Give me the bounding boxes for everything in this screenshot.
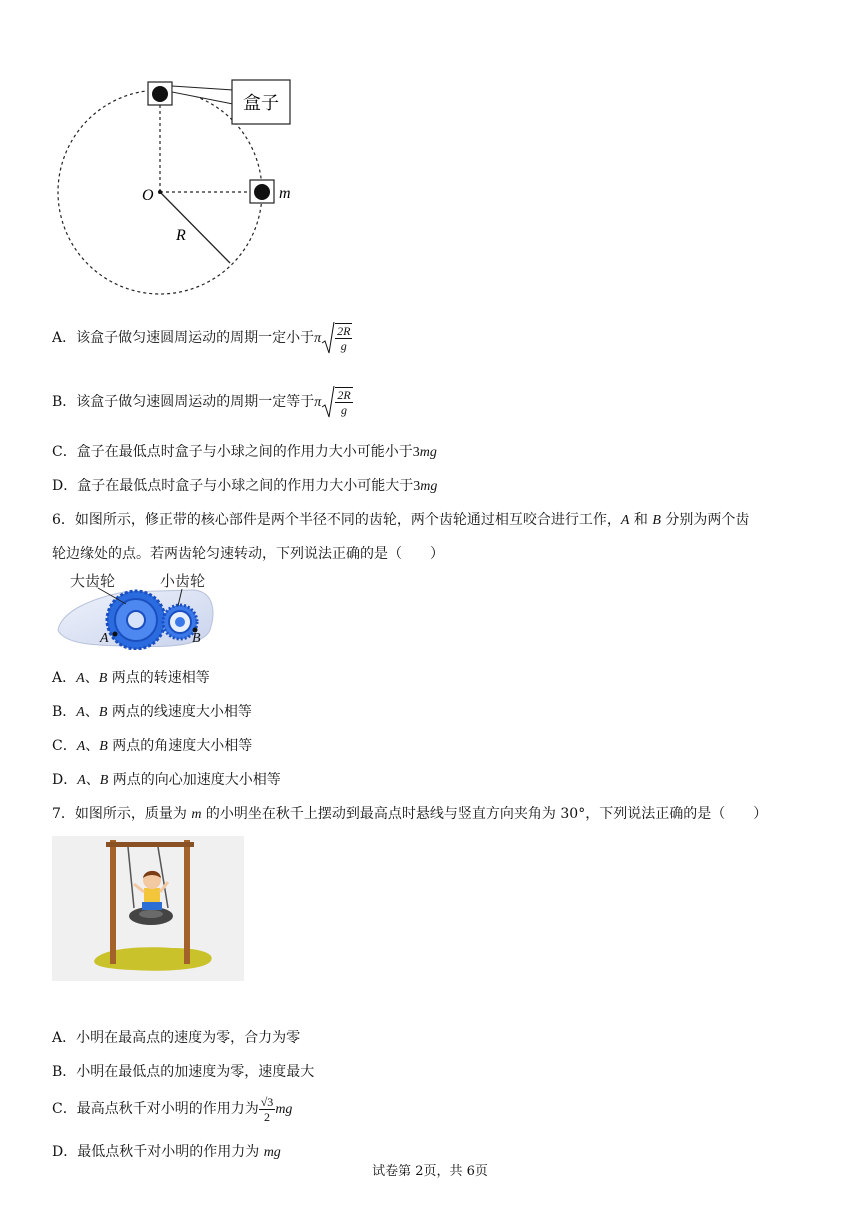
option-separator: 、 (84, 670, 99, 686)
q6-stem-and: 和 (629, 512, 653, 528)
q6-option-b[interactable] (52, 703, 252, 722)
option-point-a: A (76, 705, 85, 720)
correction-tape-gears-figure (54, 570, 219, 650)
q5-option-c-text: C．盒子在最低点时盒子与小球之间的作用力大小可能小于 (52, 444, 413, 460)
q6-stem-text-end: 分别为两个齿 (660, 512, 750, 528)
point-a-label: A (100, 631, 109, 646)
option-prefix: D． (52, 772, 78, 788)
radius-label: R (176, 227, 186, 244)
option-point-a: A (76, 671, 85, 686)
option-text: 两点的转速相等 (107, 670, 210, 686)
child-body (144, 888, 160, 904)
mass-label: m (279, 185, 291, 202)
right-post (184, 840, 190, 964)
q7-option-d-text: D．最低点秋千对小明的作用力为 (52, 1144, 264, 1160)
option-text: 两点的向心加速度大小相等 (108, 772, 281, 788)
option-point-b: B (98, 671, 108, 686)
q5-option-b[interactable] (52, 385, 353, 415)
big-gear-hub (127, 611, 145, 629)
fraction-denominator: g (340, 339, 347, 353)
q7-option-c-unit: mg (275, 1102, 293, 1117)
pi-symbol: π (314, 395, 322, 410)
q6-option-d[interactable] (52, 771, 281, 790)
swing-figure (52, 836, 244, 981)
big-gear-label: 大齿轮 (70, 572, 116, 590)
q7-stem-text: 7．如图所示，质量为 (52, 806, 192, 822)
small-gear-hub (175, 617, 185, 627)
option-separator: 、 (85, 738, 100, 754)
q5-option-c-unit: mg (419, 445, 437, 460)
top-bar (106, 842, 194, 847)
tire-seat-hole (139, 910, 163, 918)
q7-option-c-text: C．最高点秋千对小明的作用力为 (52, 1101, 259, 1117)
option-point-b: B (99, 739, 108, 754)
sqrt-expression (321, 385, 352, 419)
child-legs (142, 902, 162, 910)
box-label: 盒子 (243, 93, 279, 114)
q7-stem-text-end: 的小明坐在秋千上摆动到最高点时悬线与竖直方向夹角为 30°，下列说法正确的是（ ） (201, 806, 768, 822)
q6-stem-line2 (52, 545, 444, 563)
option-prefix: A． (52, 670, 77, 686)
option-text: 两点的线速度大小相等 (107, 704, 252, 720)
center-label: O (142, 187, 154, 204)
fraction-denominator: 2 (264, 1109, 271, 1124)
q5-option-b-text: B．该盒子做匀速圆周运动的周期一定等于 (52, 394, 315, 410)
q6-stem-point-b: B (652, 513, 661, 528)
point-b-label: B (192, 631, 201, 646)
option-prefix: C． (52, 738, 77, 754)
q7-option-d-unit: mg (263, 1145, 281, 1160)
option-prefix: B． (52, 704, 77, 720)
top-ball (152, 86, 168, 102)
point-a-dot (113, 632, 118, 637)
q5-option-c[interactable] (52, 443, 437, 462)
q6-stem-line1 (52, 511, 749, 530)
q5-option-a[interactable] (52, 321, 352, 351)
center-dot (158, 190, 162, 194)
option-point-a: A (76, 739, 86, 754)
q7-option-b-text: B．小明在最低点的加速度为零，速度最大 (52, 1064, 315, 1080)
q7-option-b[interactable] (52, 1063, 314, 1081)
fraction-denominator: g (340, 403, 347, 417)
q6-option-a[interactable] (52, 669, 210, 688)
q7-option-c[interactable] (52, 1094, 292, 1124)
q6-stem-text: 6．如图所示，修正带的核心部件是两个半径不同的齿轮，两个齿轮通过相互咬合进行工作， (52, 512, 621, 528)
option-point-b: B (99, 773, 109, 788)
option-text: 两点的角速度大小相等 (107, 738, 253, 754)
q5-option-d-value: 3 (413, 479, 421, 494)
radius-R-line (160, 192, 230, 263)
left-post (110, 840, 116, 964)
q5-option-c-value: 3 (412, 445, 420, 460)
callout-pointer (172, 86, 233, 104)
q5-option-d-unit: mg (420, 479, 438, 494)
q6-stem-text-2: 轮边缘处的点。若两齿轮匀速转动，下列说法正确的是（ ） (52, 546, 444, 562)
q7-stem (52, 805, 767, 824)
q5-option-d-text: D．盒子在最低点时盒子与小球之间的作用力大小可能大于 (52, 478, 414, 494)
small-gear-label: 小齿轮 (160, 572, 206, 590)
fraction-numerator: 2R (337, 324, 351, 338)
page-footer: 试卷第 2页，共 6页 (372, 1164, 488, 1179)
q5-option-d[interactable] (52, 477, 437, 496)
q7-option-a-text: A．小明在最高点的速度为零，合力为零 (52, 1030, 301, 1046)
option-separator: 、 (84, 704, 99, 720)
option-separator: 、 (85, 772, 100, 788)
q5-option-a-text: A．该盒子做匀速圆周运动的周期一定小于 (52, 330, 315, 346)
option-point-b: B (98, 705, 108, 720)
fraction-numerator: √3 (260, 1094, 274, 1109)
sqrt3-over-2-fraction (259, 1095, 276, 1124)
pi-symbol: π (314, 331, 322, 346)
fraction-numerator: 2R (337, 388, 351, 402)
option-point-a: A (77, 773, 86, 788)
q7-stem-mass: m (191, 807, 202, 822)
q6-option-c[interactable] (52, 737, 252, 756)
circle-motion-figure (50, 70, 310, 305)
sqrt-expression (321, 321, 352, 355)
right-ball (254, 184, 270, 200)
q6-stem-point-a: A (620, 513, 630, 528)
q7-option-a[interactable] (52, 1029, 300, 1047)
